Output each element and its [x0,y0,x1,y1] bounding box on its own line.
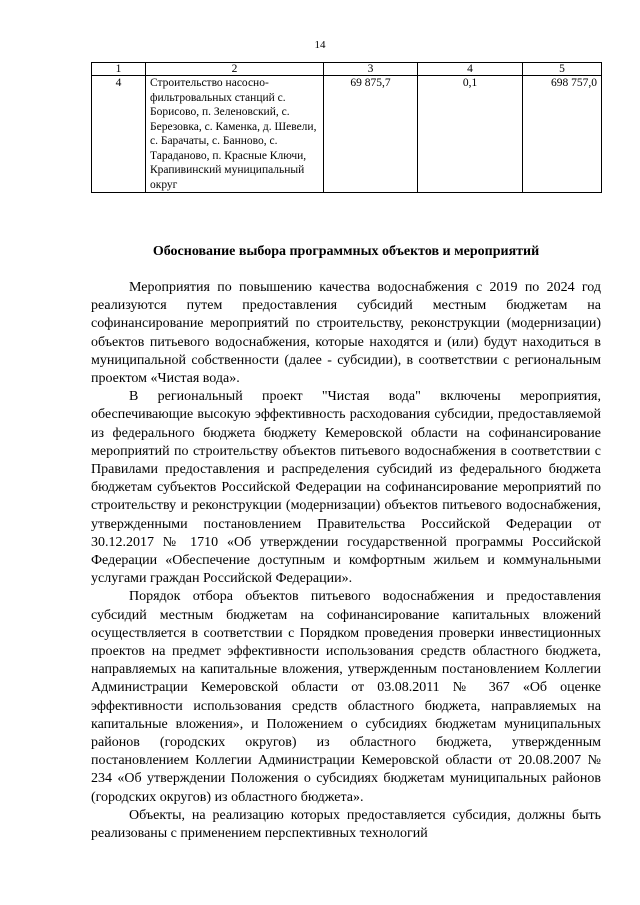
row-number: 4 [92,76,146,193]
value-col3: 69 875,7 [324,76,418,193]
column-header: 5 [523,63,602,76]
paragraph: Мероприятия по повышению качества водоснабжения с 2019 по 2024 год реализуются путем предоставления субсидий местным бюджетам на софинансирование мероприятий по строительству, реконструкции (модернизации) объектов питьевого водоснабжения, которые находятся и (или) будут находиться в муниципальной собственности (далее - субсидии), в соответствии с региональным проектом «Чистая вода». [91,280,601,387]
column-header: 1 [92,63,146,76]
section-title: Обоснование выбора программных объектов и мероприятий [152,244,540,259]
column-header: 2 [146,63,324,76]
value-col4: 0,1 [418,76,523,193]
table-header-row [92,63,602,76]
value-col5: 698 757,0 [523,76,602,193]
paragraph: Порядок отбора объектов питьевого водоснабжения и предоставления субсидий местным бюджетам на софинансирование капитальных вложений осуществляется в соответствии с Порядком проведения проверки инвестиционных проектов на предмет эффективности использования средств областного бюджета, направляемых на капитальные вложения, утвержденным постановлением Коллегии Администрации Кемеровской области от 03.08.2011 № 367 «Об оценке эффективности использования средств областного бюджета, направляемых на капитальные вложения», и Положением о субсидиях бюджетам муниципальных районов (городских округов) из областного бюджета, утвержденным постановлением Коллегии Администрации Кемеровской области от 20.08.2007 № 234 «Об утверждении Положения о субсидиях бюджетам муниципальных районов (городских округов) из областного бюджета». [91,589,601,805]
paragraph: Объекты, на реализацию которых предоставляется субсидия, должны быть реализованы с применением перспективных технологий [91,807,601,842]
table-row [92,76,602,193]
paragraph: В региональный проект "Чистая вода" включены мероприятия, обеспечивающие высокую эффективность расходования субсидии, предоставляемой из федерального бюджета бюджету Кемеровской области на софинансирование мероприятий по строительству объектов питьевого водоснабжения в соответствии с Правилами предоставления и распределения субсидий из федерального бюджета бюджетам субъектов Российской Федерации на софинансирование мероприятий по строительству и реконструкции (модернизации) объектов питьевого водоснабжения, утвержденными постановлением Правительства Российской Федерации от 30.12.2017 № 1710 «Об утверждении государственной программы Российской Федерации «Обеспечение доступным и комфортным жильем и коммунальными услугами граждан Российской Федерации». [91,389,601,587]
page-number: 14 [314,39,326,51]
column-header: 3 [324,63,418,76]
object-description: Строительство насосно-фильтровальных станций с. Борисово, п. Зеленовский, с. Березовка, с. Каменка, д. Шевели, с. Барачаты, с. Банново, с. Тараданово, п. Красные Ключи, Крапивинский муниципальный округ [146,76,324,193]
body-text [91,279,601,843]
column-header: 4 [418,63,523,76]
data-table [91,62,602,193]
